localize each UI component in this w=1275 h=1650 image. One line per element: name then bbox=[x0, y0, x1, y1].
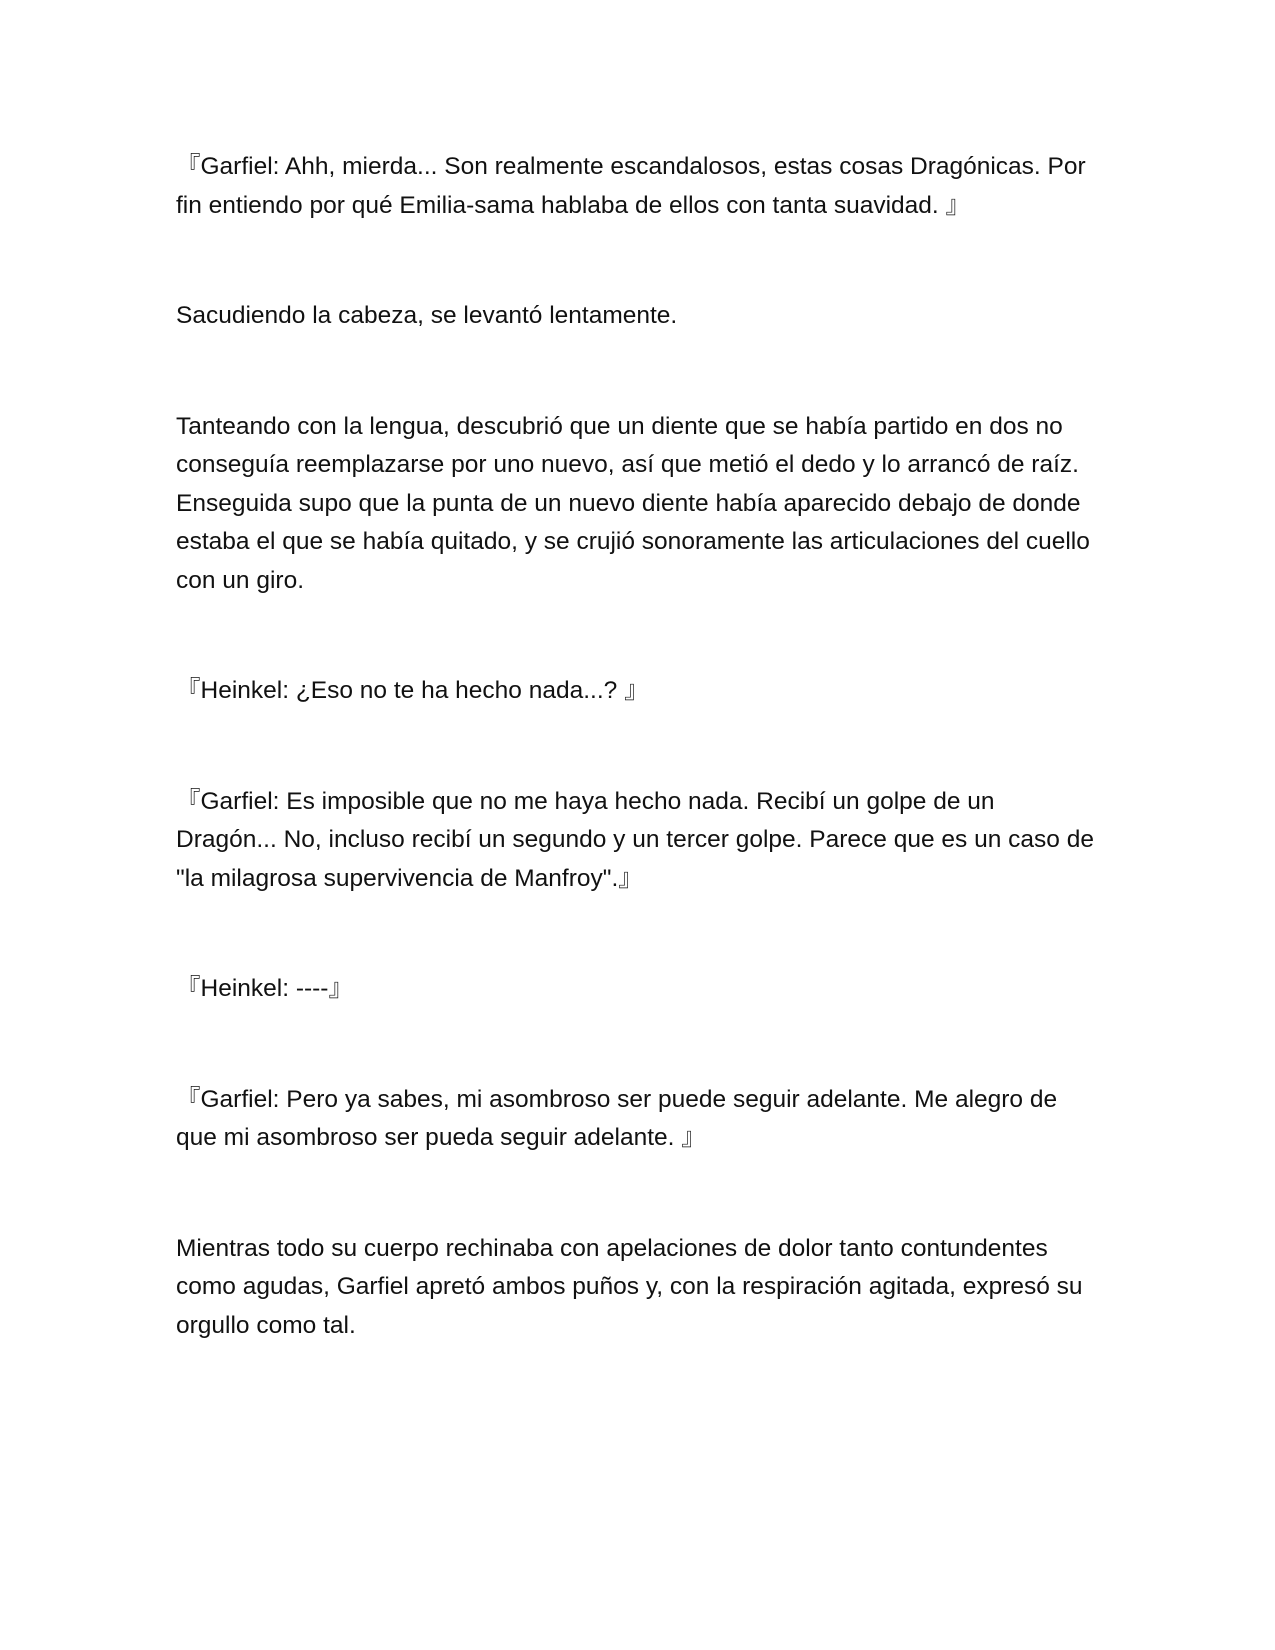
document-body bbox=[176, 148, 1101, 1345]
paragraph-garfiel-dialogue-2: 『Garfiel: Es imposible que no me haya hecho nada. Recibí un golpe de un Dragón... No, incluso recibí un segundo y un tercer golpe. Parece que es un caso de "la milagrosa supervivencia de Manfroy".』 bbox=[176, 787, 1094, 892]
paragraph-narration-3: Mientras todo su cuerpo rechinaba con apelaciones de dolor tanto contundentes como agudas, Garfiel apretó ambos puños y, con la respiración agitada, expresó su orgullo como tal. bbox=[176, 1234, 1083, 1339]
paragraph-garfiel-dialogue-3: 『Garfiel: Pero ya sabes, mi asombroso ser puede seguir adelante. Me alegro de que mi asombroso ser pueda seguir adelante. 』 bbox=[176, 1085, 1058, 1151]
paragraph-narration-2: Tanteando con la lengua, descubrió que un diente que se había partido en dos no conseguía reemplazarse por uno nuevo, así que metió el dedo y lo arrancó de raíz. Enseguida supo que la punta de un nuevo diente había aparecido debajo de donde estaba el que se había quitado, y se crujió sonoramente las articulaciones del cuello con un giro. bbox=[176, 412, 1090, 594]
paragraph-narration-1: Sacudiendo la cabeza, se levantó lentamente. bbox=[176, 302, 678, 329]
paragraph-heinkel-dialogue-2: 『Heinkel: ----』 bbox=[176, 975, 353, 1002]
paragraph-heinkel-dialogue-1: 『Heinkel: ¿Eso no te ha hecho nada...? 』 bbox=[176, 677, 649, 704]
paragraph-garfiel-dialogue-1: 『Garfiel: Ahh, mierda... Son realmente escandalosos, estas cosas Dragónicas. Por fin entiendo por qué Emilia-sama hablaba de ellos con tanta suavidad. 』 bbox=[176, 153, 1086, 219]
